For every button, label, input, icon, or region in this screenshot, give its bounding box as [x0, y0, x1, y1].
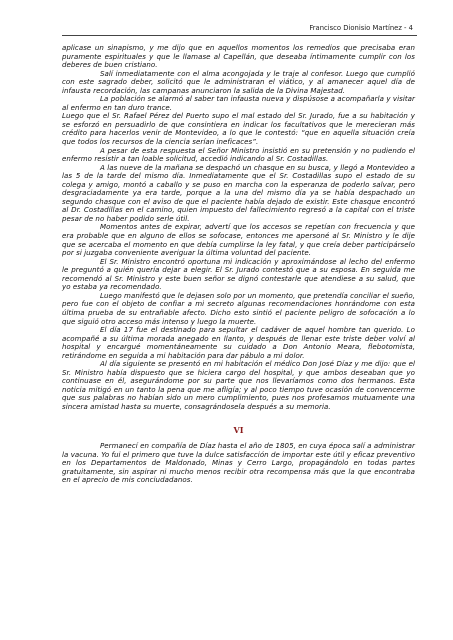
paragraph: El día 17 fue el destinado para sepultar el cadáver de aquel hombre tan querido. Lo acompañé a su última morada anegado en llanto, y después de llenar este triste deber volví al hospital y encargué momentáneamente su cuidado a Don Antonio Meara, flebotomista, retirándome en seguida a mi habitación para dar pábulo a mi dolor. [62, 325, 415, 360]
running-head: Francisco Dionisio Martínez - 4 [309, 24, 413, 32]
paragraph: A pesar de esta respuesta el Señor Ministro insistió en su pretensión y no pudiendo el enfermo resistir a tan loable solicitud, accedió indicando al Sr. Costadillas. [62, 145, 415, 164]
paragraph: La población se alarmó al saber tan infausta nueva y dispúsose a acompañarla y visitar al enfermo en tan duro trance. [62, 94, 415, 112]
paragraph: Momentos antes de expirar, advertí que los accesos se repetían con frecuencia y que era probable que en alguno de ellos se sofocase, entonces me apersoné al Sr. Ministro y le dije que se acercaba el momento en que debía cumplirse la ley fatal, y que creía deber participárselo por si juzgaba conveniente averiguar la última voluntad del paciente. [62, 222, 415, 258]
paragraph: Permanecí en compañía de Díaz hasta el año de 1805, en cuya época salí a administrar la vacuna. Yo fui el primero que tuve la dulce satisfacción de importar este útil y eficaz preventivo en los Departamentos de Maldonado, Minas y Cerro Largo, propagándolo en todas partes gratuitamente, sin aspirar ni mucho menos recibir otra recompensa más que la que encontraba en el aprecio de mis conciudadanos. [62, 441, 415, 485]
document-body [62, 44, 415, 485]
section-six-text [62, 442, 415, 485]
header-rule [62, 35, 417, 36]
paragraph: A las nueve de la mañana se despachó un chasque en su busca, y llegó a Montevideo a las 5 de la tarde del mismo día. Inmediatamente que el Sr. Costadillas supo el estado de su colega y amigo, montó a caballo y se puso en marcha con la esperanza de poderlo salvar, pero desgraciadamente ya era tarde, porque a la una del mismo día ya se había despachado un segundo chasque con el aviso de que el paciente había dejado de existir. Este chasque encontró al Dr. Costadillas en el camino, quien impuesto del fallecimiento regresó a la capital con el triste pesar de no haber podido serle útil. [62, 162, 415, 223]
paragraph: Luego que el Sr. Rafael Pérez del Puerto supo el mal estado del Sr. Jurado, fue a su habitación y se esforzó en persuadirlo de que consintiera en indicar los facultativos que le merecieran más crédito para hacerlos venir de Montevideo, a lo que le contestó: “que en aquella situación creía que todos los recursos de la ciencia serían ineficaces”. [62, 111, 415, 147]
paragraph: Luego manifestó que le dejasen solo por un momento, que pretendía conciliar el sueño, pero fue con el objeto de confiar a mi secreto algunas recomendaciones honrándome con esta última prueba de su entrañable afecto. Dicho esto sintió el paciente peligro de sofocación a lo que siguió otro acceso más intenso y luego la muerte. [62, 290, 415, 326]
paragraph: Salí inmediatamente con el alma acongojada y le traje al confesor. Luego que cumplió con este sagrado deber, solicitó que le administraran el viático, y al amanecer aquel día de infausta recordación, las campanas anunciaron la salida de la Divina Majestad. [62, 68, 415, 95]
paragraph: El Sr. Ministro encontró oportuna mi indicación y aproximándose al lecho del enfermo le preguntó a quién quería dejar a elegir. El Sr. Jurado contestó que a su esposa. En seguida me recomendó al Sr. Ministro y este buen señor se dignó contestarle que atendiese a su salud, que yo estaba ya recomendado. [62, 256, 415, 292]
section-heading: VI [233, 424, 244, 435]
paragraph: Al día siguiente se presentó en mi habitación el médico Don José Díaz y me dijo: que el Sr. Ministro había dispuesto que se hiciera cargo del hospital, y que ambos deseaban que yo continuase en él, asegurándome por su parte que nos llevaríamos como dos hermanos. Esta noticia mitigó en un tanto la pena que me afligía; y al poco tiempo tuve ocasión de convencerme que sus palabras no habían sido un mero cumplimiento, pues nos profesamos mutuamente una sincera amistad hasta su muerte, consagrándosela después a su memoria. [62, 359, 415, 411]
section-five-text [62, 44, 415, 412]
paragraph: aplicase un sinapismo, y me dijo que en aquellos momentos los remedios que precisaba eran puramente espirituales y que le llamase al Capellán, que deseaba íntimamente cumplir con los deberes de buen cristiano. [62, 43, 415, 70]
